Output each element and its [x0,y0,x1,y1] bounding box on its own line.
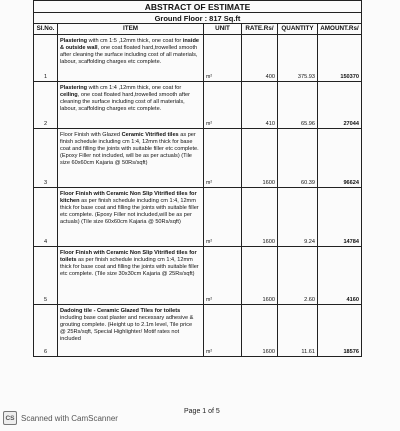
estimate-rows [34,35,362,357]
row-sl-number: 1 [34,35,58,82]
header-item: ITEM [58,24,204,35]
row-quantity: 2.60 [278,247,318,305]
row-sl-number: 3 [34,129,58,188]
row-rate: 1600 [242,305,278,357]
camscanner-icon: CS [3,411,17,425]
table-row [34,305,362,357]
description-bold-text: ceiling [60,92,78,98]
row-sl-number: 2 [34,82,58,129]
row-rate: 1600 [242,247,278,305]
row-sl-number: 4 [34,188,58,247]
estimate-subtitle: Ground Floor : 817 Sq.ft [34,13,362,24]
row-rate: 1600 [242,129,278,188]
row-item-description [58,129,204,188]
header-sl: Sl.No. [34,24,58,35]
description-text: Floor Finish with Glazed [60,132,122,138]
header-rate: RATE.Rs/ [242,24,278,35]
row-quantity: 60.39 [278,129,318,188]
row-unit: m² [204,247,242,305]
row-unit: m² [204,305,242,357]
table-row [34,35,362,82]
scanner-watermark [3,411,118,425]
row-unit: m² [204,129,242,188]
row-amount: 150370 [318,35,362,82]
page-number: Page 1 of 5 [184,408,220,415]
row-rate: 410 [242,82,278,129]
description-text: as per finish schedule including cm 1:4, 12mm thick for base coat and filling the joints with suitable filler etc complete. (Tile size 30x30cm Kajaria @ 25Rs/sqft) [60,257,199,277]
description-text: as per finish schedule including cm 1:4, 12mm thick for base coat and filling the joints with suitable filler etc complete. (Epoxy Filler not included, will be as per actuals) (Tile size 60x60cm Kajaria @ 50Rs/sqft) [60,132,199,166]
row-quantity: 9.24 [278,188,318,247]
description-text: as per finish schedule including cm 1:4, 12mm thick for base coat and filling the joints with suitable filler etc complete. (Epoxy Filler not included,will be as per actuals) (Tile size 60x60cm Kajaria @ 50Rs/sqft) [60,198,199,225]
row-item-description [58,82,204,129]
scanner-label: Scanned with CamScanner [21,413,118,423]
table-row [34,82,362,129]
header-quantity: QUANTITY [278,24,318,35]
header-amount: AMOUNT.Rs/ [318,24,362,35]
description-bold-text: Plastering [60,85,88,91]
table-row [34,247,362,305]
description-bold-text: Floor Finish with Ceramic Non Slip Vitrified tiles for toilets [60,250,197,263]
description-bold-text: Ceramic Vitrified tiles [121,132,179,138]
table-row [34,129,362,188]
description-bold-text: Dadoing tile - Ceramic Glazed Tiles for toilets [60,308,181,314]
description-text: with cm 1:4 ,12mm thick, one coat for [87,85,182,91]
description-bold-text: Plastering [60,38,88,44]
row-amount: 18576 [318,305,362,357]
row-item-description [58,247,204,305]
row-item-description [58,35,204,82]
header-unit: UNIT [204,24,242,35]
row-amount: 14784 [318,188,362,247]
row-item-description [58,188,204,247]
row-sl-number: 6 [34,305,58,357]
estimate-sheet [33,0,361,357]
row-sl-number: 5 [34,247,58,305]
row-amount: 96624 [318,129,362,188]
row-amount: 27044 [318,82,362,129]
row-quantity: 375.93 [278,35,318,82]
row-rate: 1600 [242,188,278,247]
description-text: with cm 1:5 ,12mm thick, one coat for [87,38,183,44]
estimate-table [33,0,362,357]
row-amount: 4160 [318,247,362,305]
row-unit: m² [204,35,242,82]
estimate-title: ABSTRACT OF ESTIMATE [34,1,362,13]
header-row [34,24,362,35]
description-text: , one coat floated hard,trowelled smooth after cleaning the surface including cost of all materials, labour, scaffolding charges etc complete. [60,45,198,65]
description-bold-text: inside & outside wall [60,38,199,51]
row-quantity: 65.96 [278,82,318,129]
description-text: including base coat plaster and necessary adhesive & grouting complete. (Height up to 2.1m level, Tile price @ 25Rs/sqft, Special Highlighter/ Motif rates not included [60,315,194,342]
description-bold-text: Floor Finish with Ceramic Non Slip Vitrified tiles for kitchen [60,191,197,204]
row-rate: 400 [242,35,278,82]
description-text: , one coat floated hard,trowelled smooth after cleaning the surface including cost of all materials, labour, scaffolding charges etc complete. [60,92,190,112]
row-unit: m² [204,188,242,247]
row-item-description [58,305,204,357]
row-quantity: 11.61 [278,305,318,357]
table-row [34,188,362,247]
row-unit: m² [204,82,242,129]
